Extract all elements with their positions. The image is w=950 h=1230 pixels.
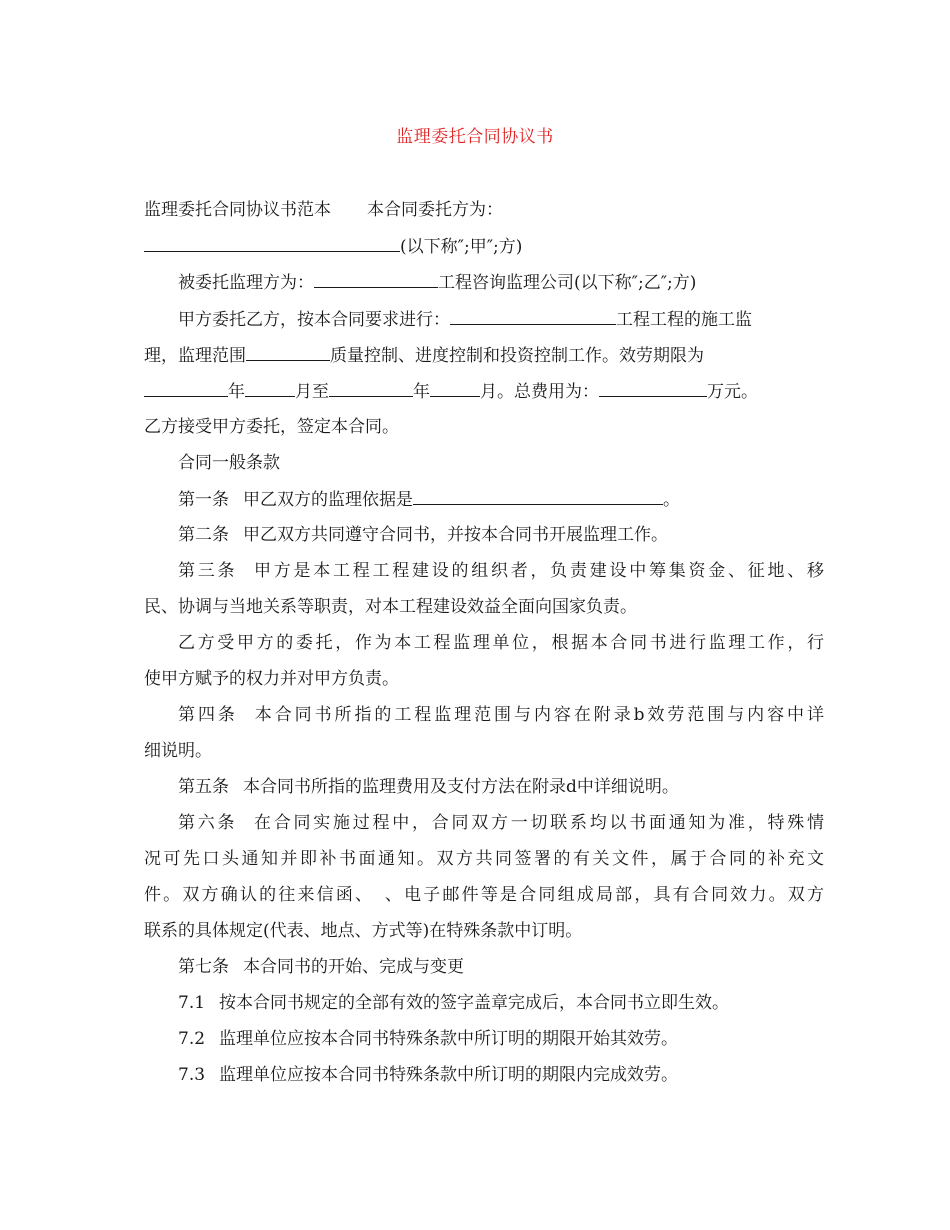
p3-text-a: 甲方委托乙方，按本合同要求进行： — [178, 310, 450, 330]
party-b-prefix: 被委托监理方为： — [178, 273, 314, 293]
clause-7-2-text: 监理单位应按本合同书特殊条款中所订明的期限开始其效劳。 — [219, 1029, 679, 1049]
intro-line — [144, 198, 824, 222]
article-6-line1 — [178, 811, 824, 835]
p3-line4: 乙方接受甲方委托，签定本合同。 — [144, 417, 399, 437]
article-4-line1 — [178, 703, 824, 727]
clause-7-2-num: 7.2 — [178, 1029, 206, 1049]
article-5-label: 第五条 — [178, 777, 229, 797]
clause-7-3 — [178, 1063, 824, 1087]
article-1-label: 第一条 — [178, 490, 229, 510]
article-6-text1: 在合同实施过程中，合同双方一切联系均以书面通知为准，特殊情 — [251, 813, 824, 833]
article-7 — [178, 955, 824, 979]
article-3-text1: 甲方是本工程工程建设的组织者，负责建设中筹集资金、征地、移 — [251, 561, 824, 581]
article-3-line1 — [178, 559, 824, 583]
article-7-label: 第七条 — [178, 957, 229, 977]
fee-unit: 万元。 — [707, 382, 758, 402]
month-label-2: 月。总费用为： — [480, 382, 599, 402]
party-a-suffix: (以下称″;甲″;方) — [400, 237, 523, 257]
year-label-1: 年 — [228, 382, 245, 402]
article-5-text: 本合同书所指的监理费用及支付方法在附录d中详细说明。 — [243, 777, 679, 797]
clause-7-1-num: 7.1 — [178, 993, 206, 1013]
article-7-text: 本合同书的开始、完成与变更 — [243, 957, 464, 977]
article-5 — [178, 775, 824, 799]
p3-text-b: 工程工程的施工监 — [616, 310, 752, 330]
article-3b-line2: 使甲方赋予的权力并对甲方负责。 — [144, 669, 399, 689]
article-6-line4: 联系的具体规定(代表、地点、方式等)在特殊条款中订明。 — [144, 921, 583, 941]
clause-7-2 — [178, 1027, 824, 1051]
p3-line1 — [178, 307, 824, 332]
article-1-end: 。 — [663, 490, 680, 510]
party-a-line — [144, 234, 824, 259]
clause-7-3-text: 监理单位应按本合同书特殊条款中所订明的期限内完成效劳。 — [219, 1065, 679, 1085]
article-1-text: 甲乙双方的监理依据是 — [243, 490, 413, 510]
project-blank — [450, 307, 616, 325]
article-2-text: 甲乙双方共同遵守合同书，并按本合同书开展监理工作。 — [243, 525, 668, 545]
party-b-suffix: 工程咨询监理公司(以下称″;乙″;方) — [438, 273, 697, 293]
fee-blank — [599, 379, 707, 397]
basis-blank — [413, 487, 663, 505]
intro-right: 本合同委托方为： — [367, 200, 503, 220]
article-6-label: 第六条 — [178, 813, 238, 833]
article-3b-line1: 乙方受甲方的委托，作为本工程监理单位，根据本合同书进行监理工作，行 — [178, 633, 824, 653]
party-b-blank — [314, 270, 438, 288]
p3-line3 — [144, 379, 824, 404]
article-3-line2: 民、协调与当地关系等职责，对本工程建设效益全面向国家负责。 — [144, 597, 637, 617]
clause-7-1 — [178, 991, 824, 1015]
article-4-label: 第四条 — [178, 705, 238, 725]
general-heading: 合同一般条款 — [178, 453, 280, 473]
scope-blank — [246, 343, 330, 361]
start-year-blank — [144, 379, 228, 397]
article-4-line2: 细说明。 — [144, 741, 212, 761]
article-2 — [178, 523, 824, 547]
intro-left: 监理委托合同协议书范本 — [144, 200, 331, 220]
p3-line2 — [144, 343, 824, 368]
article-6-line2: 况可先口头通知并即补书面通知。双方共同签署的有关文件，属于合同的补充文 — [144, 849, 824, 869]
end-month-blank — [430, 379, 480, 397]
end-year-blank — [329, 379, 413, 397]
start-month-blank — [245, 379, 295, 397]
article-1 — [178, 487, 824, 512]
article-4-text1: 本合同书所指的工程监理范围与内容在附录b效劳范围与内容中详 — [251, 705, 824, 725]
party-b-line — [178, 270, 824, 295]
month-label-1: 月至 — [295, 382, 329, 402]
article-6-line3: 件。双方确认的往来信函、 、电子邮件等是合同组成局部，具有合同效力。双方 — [144, 885, 824, 905]
year-label-2: 年 — [413, 382, 430, 402]
p3-text-d: 质量控制、进度控制和投资控制工作。效劳期限为 — [330, 346, 704, 366]
clause-7-1-text: 按本合同书规定的全部有效的签字盖章完成后，本合同书立即生效。 — [219, 993, 730, 1013]
article-2-label: 第二条 — [178, 525, 229, 545]
document-title: 监理委托合同协议书 — [396, 127, 554, 147]
p3-text-c: 理，监理范围 — [144, 346, 246, 366]
article-3-label: 第三条 — [178, 561, 238, 581]
party-a-blank — [144, 234, 400, 252]
clause-7-3-num: 7.3 — [178, 1065, 206, 1085]
